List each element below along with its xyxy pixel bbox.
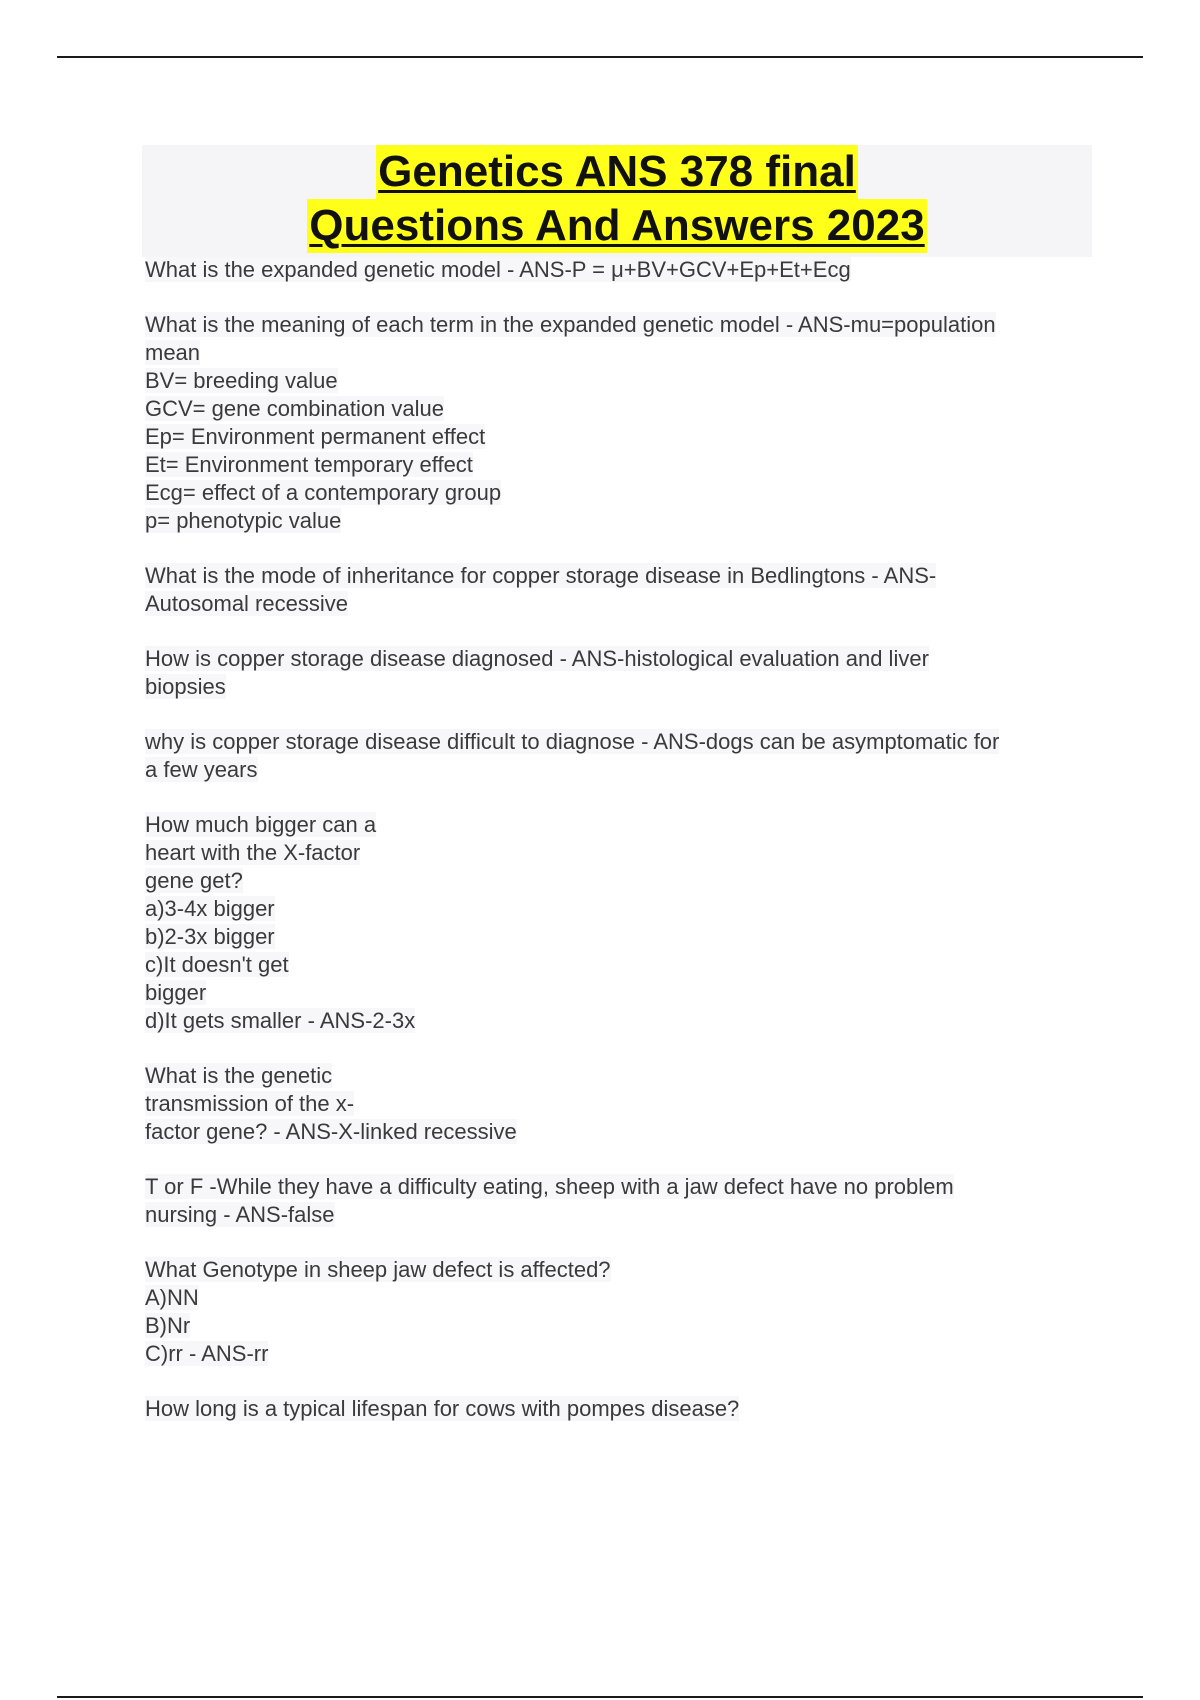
qa-text: What is the meaning of each term in the expanded genetic model - ANS-mu=population mean BV= breeding value GCV= gene combination value Ep= Environment permanent effect Et= Environment temporary effect Ecg= effect of a contemporary group p= phenotypic value [145, 312, 996, 533]
qa-text: why is copper storage disease difficult to diagnose - ANS-dogs can be asymptomatic for a few years [145, 729, 1000, 782]
qa-item-copper-diagnosis [145, 645, 1105, 701]
qa-text: How is copper storage disease diagnosed - ANS-histological evaluation and liver biopsies [145, 646, 929, 699]
title-line-2: Questions And Answers 2023 [307, 199, 926, 253]
qa-text: What is the expanded genetic model - ANS-P = μ+BV+GCV+Ep+Et+Ecg [145, 257, 851, 282]
qa-text: What is the mode of inheritance for copper storage disease in Bedlingtons - ANS- Autosomal recessive [145, 563, 937, 616]
top-rule [57, 56, 1143, 58]
qa-text: T or F -While they have a difficulty eating, sheep with a jaw defect have no problem nursing - ANS-false [145, 1174, 954, 1227]
title-line-1: Genetics ANS 378 final [376, 145, 858, 199]
qa-item-x-factor-transmission [145, 1062, 1105, 1146]
qa-item-x-factor-heart [145, 811, 1105, 1035]
qa-item-sheep-genotype [145, 1256, 1105, 1368]
qa-item-copper-difficulty [145, 728, 1105, 784]
qa-text: What is the genetic transmission of the x- factor gene? - ANS-X-linked recessive [145, 1063, 517, 1144]
qa-item-copper-inheritance [145, 562, 1105, 618]
qa-item-model-terms [145, 311, 1105, 535]
bottom-rule [57, 1696, 1143, 1698]
qa-text: How much bigger can a heart with the X-factor gene get? a)3-4x bigger b)2-3x bigger c)It doesn't get bigger d)It gets smaller - ANS-2-3x [145, 812, 416, 1033]
qa-item-sheep-nursing [145, 1173, 1105, 1229]
qa-item-expanded-model [145, 256, 1105, 284]
qa-text: What Genotype in sheep jaw defect is affected? A)NN B)Nr C)rr - ANS-rr [145, 1257, 611, 1366]
qa-item-pompes-lifespan [145, 1395, 1105, 1423]
document-title [142, 145, 1092, 253]
qa-text: How long is a typical lifespan for cows with pompes disease? [145, 1396, 740, 1421]
qa-list [145, 256, 1105, 1450]
